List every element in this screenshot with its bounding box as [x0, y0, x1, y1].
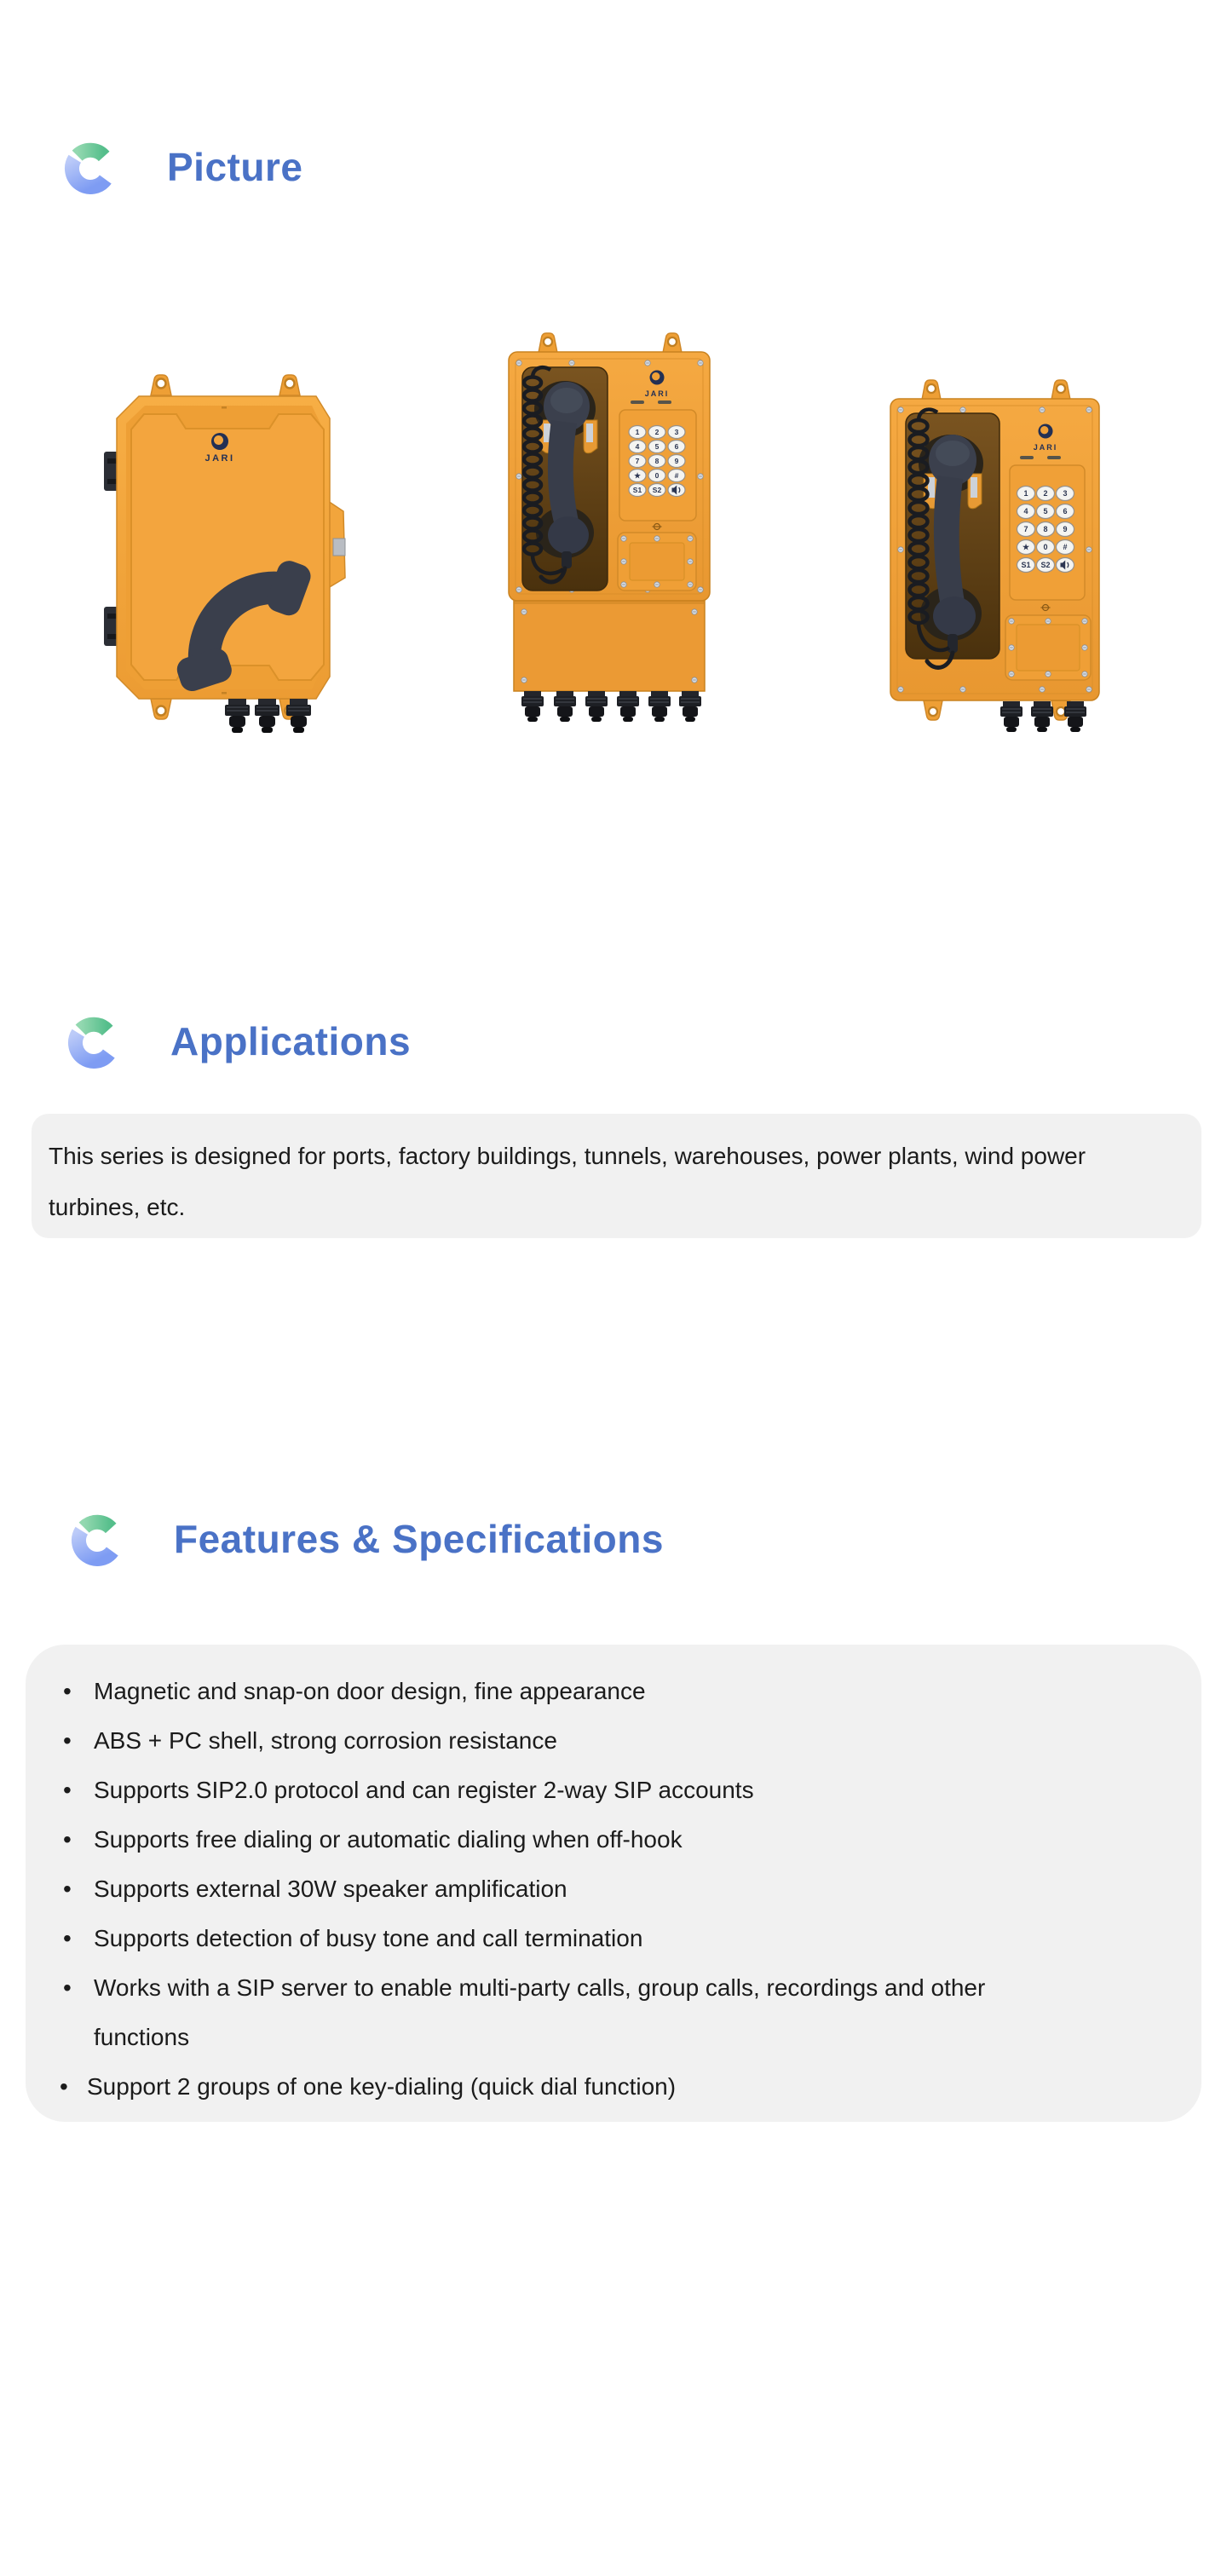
section-title-applications: Applications: [170, 1019, 412, 1063]
svg-text:S2: S2: [1040, 561, 1051, 569]
feature-item: • Supports free dialing or automatic dialing when off-hook: [26, 1815, 1082, 1864]
product-image-phone-with-junction-box: [490, 328, 737, 737]
svg-text:JARI: JARI: [644, 389, 670, 398]
svg-text:JARI: JARI: [204, 453, 235, 464]
svg-text:S2: S2: [652, 486, 662, 494]
svg-text:2: 2: [654, 428, 660, 436]
section-title-picture: Picture: [167, 145, 303, 189]
svg-text:8: 8: [1043, 525, 1048, 533]
feature-item: • Supports detection of busy tone and call termination: [26, 1914, 1082, 1963]
section-header-applications: [65, 1011, 411, 1072]
applications-text: This series is designed for ports, factory buildings, tunnels, warehouses, power plants, wind power turbines, etc.: [49, 1143, 1086, 1220]
section-header-picture: [61, 136, 302, 198]
svg-text:9: 9: [674, 457, 679, 465]
svg-text:#: #: [1063, 543, 1068, 551]
svg-text:7: 7: [635, 457, 640, 465]
door-latch: [328, 501, 345, 588]
svg-text:2: 2: [1043, 489, 1048, 498]
section-c-logo-icon: [65, 1011, 123, 1072]
svg-text:5: 5: [654, 442, 660, 451]
svg-text:#: #: [674, 471, 679, 480]
feature-item: • Supports external 30W speaker amplification: [26, 1864, 1082, 1914]
svg-text:5: 5: [1043, 507, 1048, 516]
section-header-features: [68, 1508, 664, 1570]
svg-text:★: ★: [1022, 543, 1030, 551]
svg-text:7: 7: [1023, 525, 1028, 533]
applications-panel: [32, 1114, 1201, 1238]
svg-text:4: 4: [1023, 507, 1028, 516]
svg-text:★: ★: [634, 471, 641, 480]
product-image-closed-door-phone: [94, 358, 375, 741]
svg-text:9: 9: [1063, 525, 1068, 533]
feature-item: • ABS + PC shell, strong corrosion resistance: [26, 1716, 1082, 1766]
junction-box: [514, 601, 705, 691]
section-title-features: Features & Specifications: [174, 1517, 664, 1561]
svg-text:0: 0: [654, 471, 660, 480]
svg-text:6: 6: [674, 442, 679, 451]
svg-text:4: 4: [635, 442, 640, 451]
access-panel: [1005, 615, 1091, 680]
feature-item: • Magnetic and snap-on door design, fine appearance: [26, 1667, 1082, 1716]
feature-item: • Supports SIP2.0 protocol and can register 2-way SIP accounts: [26, 1766, 1082, 1815]
svg-text:S1: S1: [1021, 561, 1031, 569]
svg-text:6: 6: [1063, 507, 1068, 516]
keypad: [619, 410, 696, 521]
feature-item: • Works with a SIP server to enable multi-party calls, group calls, recordings and other functions: [26, 1963, 1082, 2062]
svg-text:3: 3: [1063, 489, 1068, 498]
feature-item: • Support 2 groups of one key-dialing (quick dial function): [26, 2062, 1075, 2112]
svg-text:8: 8: [654, 457, 660, 465]
svg-text:3: 3: [674, 428, 679, 436]
product-images: [0, 328, 1227, 754]
product-image-compact-phone: [878, 358, 1116, 733]
svg-text:1: 1: [635, 428, 640, 436]
features-list: [26, 1667, 1159, 2112]
section-c-logo-icon: [61, 136, 119, 198]
access-panel: [618, 533, 696, 591]
svg-text:0: 0: [1043, 543, 1048, 551]
svg-text:JARI: JARI: [1033, 443, 1058, 452]
section-c-logo-icon: [68, 1508, 126, 1570]
keypad: [1010, 465, 1085, 600]
svg-text:S1: S1: [632, 486, 642, 494]
features-panel: [26, 1645, 1201, 2122]
svg-text:1: 1: [1023, 489, 1028, 498]
